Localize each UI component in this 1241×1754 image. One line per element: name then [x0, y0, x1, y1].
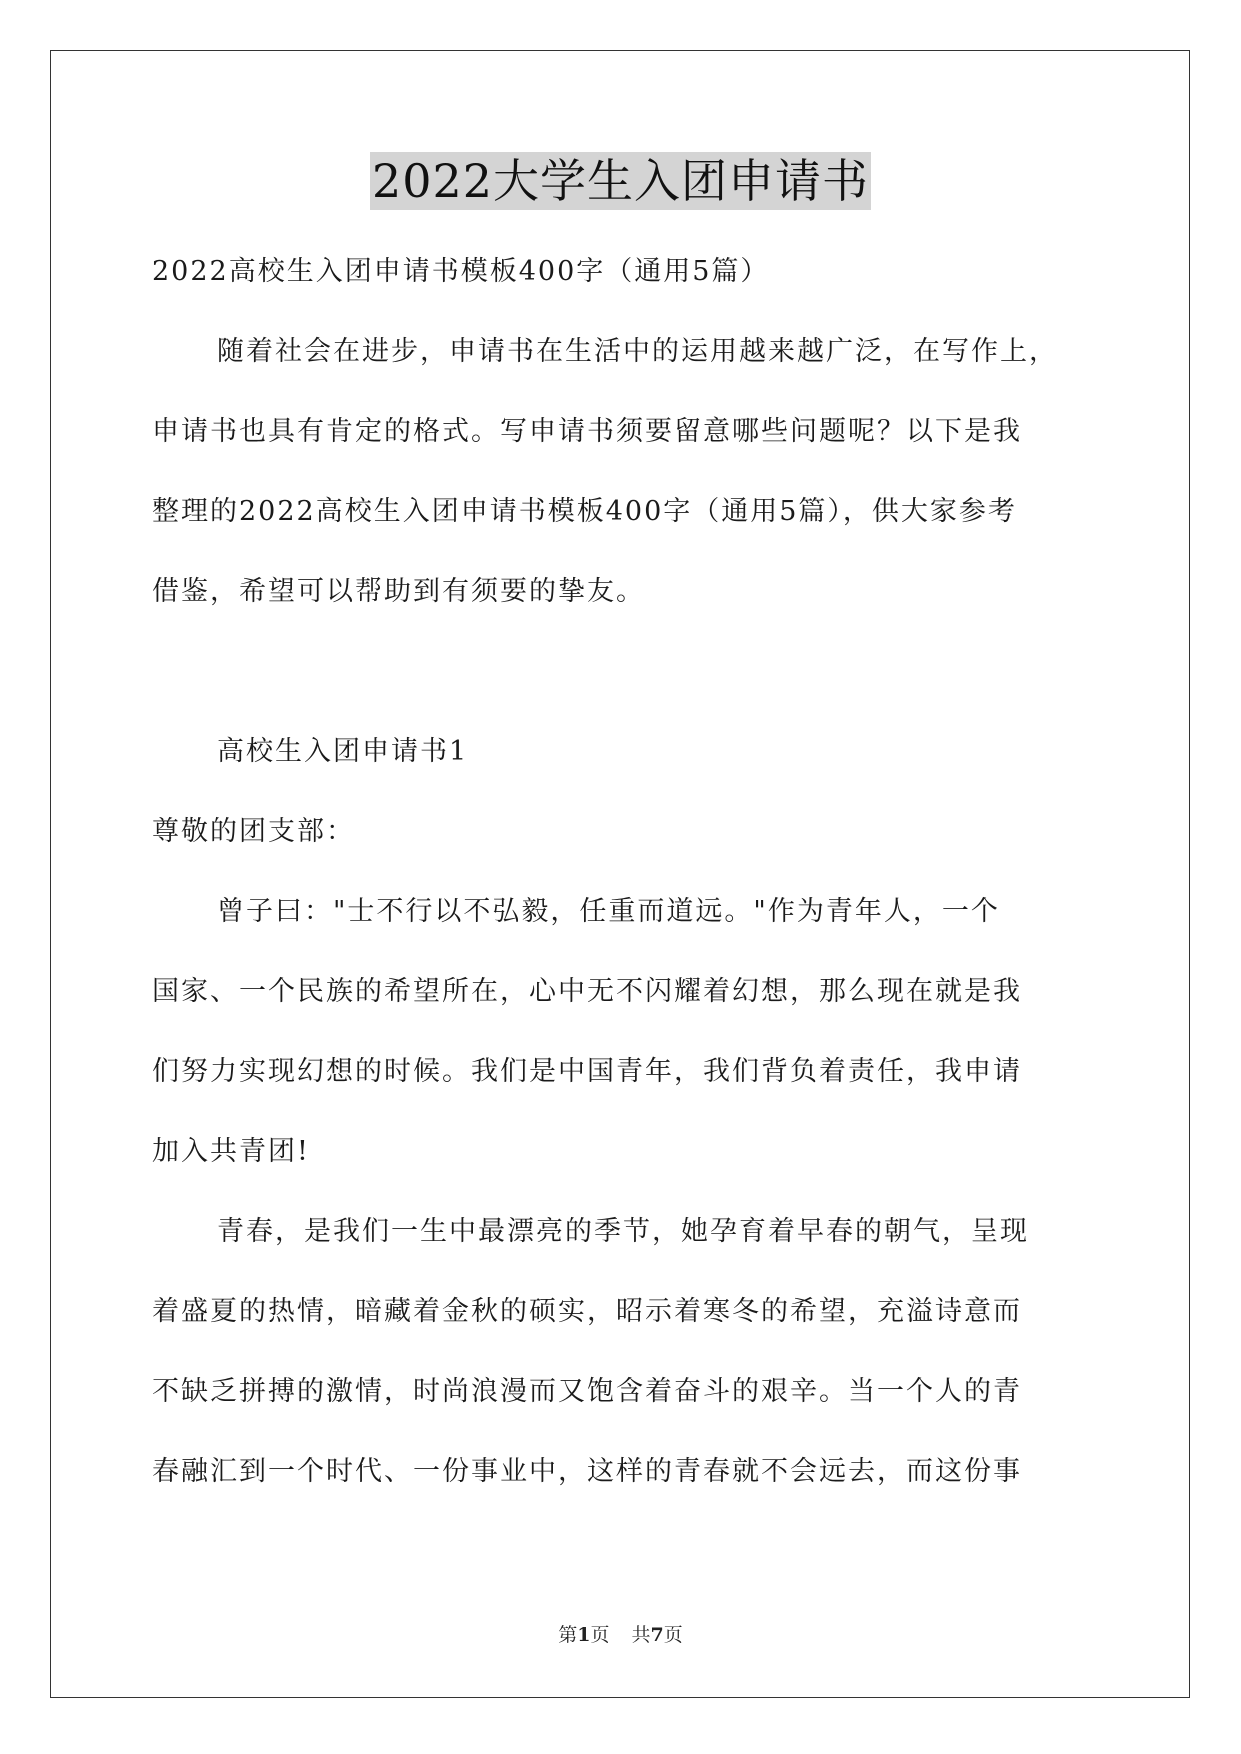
total-prefix: 共 [631, 1624, 651, 1646]
paragraph-2 [152, 1192, 1097, 1512]
paragraph-line: 们努力实现幻想的时候。我们是中国青年，我们背负着责任，我申请 [152, 1056, 1022, 1087]
paragraph-line: 国家、一个民族的希望所在，心中无不闪耀着幻想，那么现在就是我 [152, 976, 1022, 1007]
salutation: 尊敬的团支部： [152, 816, 355, 847]
page-number: 1 [577, 1624, 591, 1646]
paragraph-line: 青春，是我们一生中最漂亮的季节，她孕育着早春的朝气，呈现 [217, 1216, 1029, 1247]
paragraph-1 [152, 872, 1097, 1192]
paragraph-line: 不缺乏拼搏的激情，时尚浪漫而又饱含着奋斗的艰辛。当一个人的青 [152, 1376, 1022, 1407]
total-suffix: 页 [663, 1624, 683, 1646]
intro-paragraph [152, 312, 1097, 632]
intro-line: 随着社会在进步，申请书在生活中的运用越来越广泛，在写作上， [217, 336, 1058, 367]
page-suffix: 页 [590, 1624, 610, 1646]
intro-line: 整理的2022高校生入团申请书模板400字（通用5篇），供大家参考 [152, 496, 1017, 527]
intro-line: 借鉴，希望可以帮助到有须要的挚友。 [152, 576, 645, 607]
page-prefix: 第 [558, 1624, 578, 1646]
section-heading: 高校生入团申请书1 [217, 736, 469, 767]
page-footer [0, 1620, 1241, 1647]
title-container [0, 152, 1241, 210]
paragraph-line: 着盛夏的热情，暗藏着金秋的硕实，昭示着寒冬的希望，充溢诗意而 [152, 1296, 1022, 1327]
total-pages: 7 [650, 1624, 664, 1646]
paragraph-line: 加入共青团! [152, 1136, 310, 1167]
paragraph-line: 曾子曰："士不行以不弘毅，任重而道远。"作为青年人，一个 [217, 896, 1000, 927]
blank-line [152, 632, 1097, 712]
paragraph-line: 春融汇到一个时代、一份事业中，这样的青春就不会远去，而这份事 [152, 1456, 1022, 1487]
document-title: 2022大学生入团申请书 [371, 154, 870, 208]
document-subtitle: 2022高校生入团申请书模板400字（通用5篇） [152, 256, 770, 287]
intro-line: 申请书也具有肯定的格式。写申请书须要留意哪些问题呢？以下是我 [152, 416, 1022, 447]
document-body [152, 232, 1097, 1512]
